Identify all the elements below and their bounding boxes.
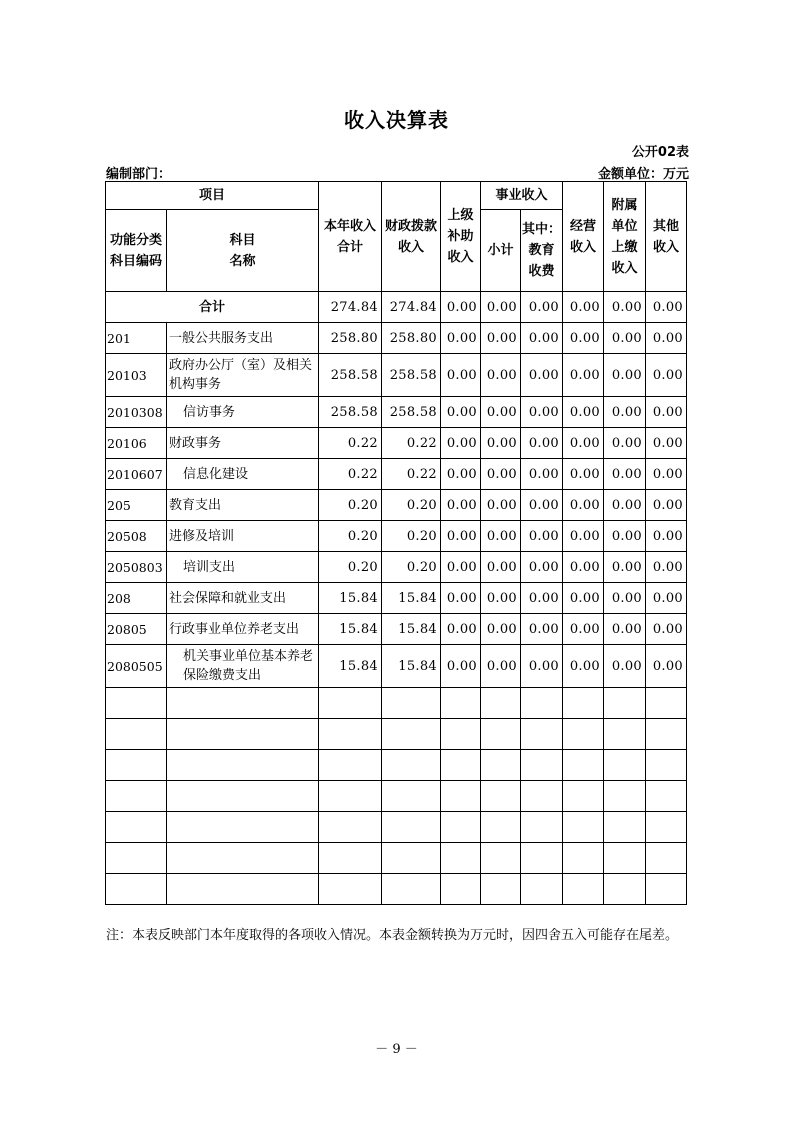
cell-value: 0.00 [521,490,563,521]
empty-cell [106,874,167,905]
cell-value: 0.00 [604,397,646,428]
table-row [106,428,687,459]
row-name: 信访事务 [167,397,319,428]
cell-value: 274.84 [319,292,382,323]
empty-cell [646,781,687,812]
header-subtotal: 小计 [481,210,521,292]
empty-cell [106,812,167,843]
empty-cell [481,688,521,719]
header-affiliate: 附属 单位 上缴 收入 [604,182,646,292]
cell-value: 0.00 [646,552,687,583]
cell-value: 0.00 [604,583,646,614]
empty-cell [382,781,441,812]
cell-value: 0.00 [563,521,604,552]
empty-cell [319,843,382,874]
cell-value: 0.00 [481,459,521,490]
cell-value: 0.00 [441,583,481,614]
empty-cell [106,719,167,750]
empty-row [106,781,687,812]
cell-value: 274.84 [382,292,441,323]
row-code: 205 [106,490,167,521]
cell-value: 0.00 [604,614,646,645]
header-fiscal: 财政拨款 收入 [382,182,441,292]
empty-cell [481,781,521,812]
empty-cell [563,874,604,905]
cell-value: 0.00 [521,292,563,323]
cell-value: 0.00 [521,583,563,614]
header-education: 其中： 教育 收费 [521,210,563,292]
empty-cell [521,719,563,750]
cell-value: 0.00 [604,490,646,521]
row-code: 20103 [106,354,167,397]
cell-value: 258.58 [319,397,382,428]
table-row [106,521,687,552]
cell-value: 0.00 [604,354,646,397]
table-row [106,459,687,490]
cell-value: 0.00 [646,292,687,323]
cell-value: 0.00 [563,323,604,354]
row-code: 2050803 [106,552,167,583]
cell-value: 0.00 [521,428,563,459]
empty-cell [167,812,319,843]
cell-value: 0.00 [604,292,646,323]
row-name: 社会保障和就业支出 [167,583,319,614]
cell-value: 0.00 [604,459,646,490]
empty-row [106,843,687,874]
cell-value: 0.22 [382,459,441,490]
empty-cell [106,843,167,874]
empty-row [106,688,687,719]
cell-value: 0.00 [563,490,604,521]
cell-value: 0.00 [481,645,521,688]
cell-value: 0.00 [481,323,521,354]
cell-value: 0.00 [441,552,481,583]
cell-value: 0.00 [441,428,481,459]
cell-value: 15.84 [382,645,441,688]
row-name: 一般公共服务支出 [167,323,319,354]
cell-value: 0.00 [604,428,646,459]
cell-value: 0.00 [481,490,521,521]
empty-cell [441,719,481,750]
header-item: 项目 [106,182,319,210]
cell-value: 15.84 [382,583,441,614]
row-name: 政府办公厅（室）及相关机构事务 [167,354,319,397]
empty-cell [521,750,563,781]
empty-cell [604,750,646,781]
table-row [106,323,687,354]
cell-value: 0.00 [521,614,563,645]
header-total: 本年收入 合计 [319,182,382,292]
empty-cell [382,719,441,750]
empty-cell [319,688,382,719]
cell-value: 0.00 [563,552,604,583]
cell-value: 0.00 [481,583,521,614]
cell-value: 0.00 [521,459,563,490]
empty-cell [604,874,646,905]
table-row [106,490,687,521]
cell-value: 0.00 [521,323,563,354]
cell-value: 0.00 [646,521,687,552]
cell-value: 0.00 [521,354,563,397]
empty-cell [481,750,521,781]
empty-cell [604,812,646,843]
empty-cell [441,750,481,781]
empty-cell [382,812,441,843]
empty-cell [319,874,382,905]
cell-value: 0.22 [319,428,382,459]
cell-value: 0.00 [441,645,481,688]
empty-cell [481,719,521,750]
cell-value: 0.00 [441,354,481,397]
empty-cell [319,719,382,750]
cell-value: 0.00 [441,521,481,552]
cell-value: 0.00 [646,397,687,428]
empty-cell [521,812,563,843]
empty-cell [481,843,521,874]
empty-cell [563,843,604,874]
empty-cell [167,688,319,719]
table-tag: 公开02表 [631,145,689,160]
empty-cell [604,719,646,750]
cell-value: 0.00 [604,552,646,583]
cell-value: 0.00 [481,428,521,459]
cell-value: 0.22 [319,459,382,490]
total-label: 合计 [106,292,319,323]
empty-cell [106,688,167,719]
cell-value: 0.22 [382,428,441,459]
cell-value: 0.00 [481,292,521,323]
empty-cell [167,781,319,812]
row-code: 2010607 [106,459,167,490]
empty-cell [646,750,687,781]
empty-cell [167,719,319,750]
cell-value: 15.84 [319,645,382,688]
cell-value: 0.00 [481,614,521,645]
row-name: 进修及培训 [167,521,319,552]
unit-label: 金额单位：万元 [597,167,689,182]
cell-value: 0.00 [646,354,687,397]
header-func-code: 功能分类 科目编码 [106,210,167,292]
row-name: 财政事务 [167,428,319,459]
cell-value: 0.00 [521,645,563,688]
table-row [106,354,687,397]
empty-cell [167,750,319,781]
income-table [105,181,687,905]
cell-value: 0.00 [646,614,687,645]
empty-cell [521,874,563,905]
cell-value: 0.00 [481,354,521,397]
empty-cell [604,688,646,719]
empty-row [106,750,687,781]
table-row [106,583,687,614]
row-name: 信息化建设 [167,459,319,490]
empty-cell [319,812,382,843]
cell-value: 15.84 [319,614,382,645]
cell-value: 0.00 [646,323,687,354]
cell-value: 0.00 [481,521,521,552]
cell-value: 0.20 [382,521,441,552]
empty-cell [563,781,604,812]
table-row [106,645,687,688]
page-title: 收入决算表 [344,108,449,132]
cell-value: 0.00 [563,354,604,397]
empty-cell [441,812,481,843]
empty-cell [481,812,521,843]
empty-cell [167,874,319,905]
empty-cell [646,688,687,719]
cell-value: 0.00 [441,459,481,490]
cell-value: 0.00 [441,397,481,428]
cell-value: 0.00 [604,521,646,552]
table-row [106,397,687,428]
cell-value: 258.80 [382,323,441,354]
cell-value: 0.00 [521,397,563,428]
page-number: － 9 － [375,1042,418,1057]
cell-value: 258.80 [319,323,382,354]
empty-cell [604,781,646,812]
cell-value: 0.00 [563,614,604,645]
empty-cell [382,843,441,874]
empty-cell [563,688,604,719]
cell-value: 0.00 [646,583,687,614]
cell-value: 0.20 [382,490,441,521]
empty-row [106,719,687,750]
empty-cell [646,812,687,843]
empty-cell [167,843,319,874]
header-business: 事业收入 [481,182,563,210]
cell-value: 258.58 [319,354,382,397]
empty-cell [604,843,646,874]
empty-cell [521,781,563,812]
cell-value: 0.00 [563,459,604,490]
row-code: 2080505 [106,645,167,688]
empty-cell [319,781,382,812]
empty-cell [382,874,441,905]
empty-cell [563,812,604,843]
header-operating: 经营 收入 [563,182,604,292]
cell-value: 0.00 [441,490,481,521]
cell-value: 0.00 [646,459,687,490]
table-row [106,552,687,583]
cell-value: 0.20 [319,521,382,552]
empty-row [106,812,687,843]
empty-cell [319,750,382,781]
table-row [106,614,687,645]
cell-value: 0.00 [563,428,604,459]
cell-value: 0.00 [604,323,646,354]
empty-cell [441,688,481,719]
row-code: 20106 [106,428,167,459]
cell-value: 0.20 [319,552,382,583]
cell-value: 0.00 [481,397,521,428]
empty-cell [106,750,167,781]
empty-cell [106,781,167,812]
cell-value: 0.00 [481,552,521,583]
row-name: 机关事业单位基本养老保险缴费支出 [167,645,319,688]
empty-cell [563,750,604,781]
empty-cell [521,843,563,874]
empty-cell [441,874,481,905]
cell-value: 0.00 [563,397,604,428]
row-name: 行政事业单位养老支出 [167,614,319,645]
row-name: 培训支出 [167,552,319,583]
cell-value: 258.58 [382,397,441,428]
cell-value: 0.00 [563,583,604,614]
cell-value: 0.20 [319,490,382,521]
row-code: 20805 [106,614,167,645]
empty-cell [646,874,687,905]
table-note: 注：本表反映部门本年度取得的各项收入情况。本表金额转换为万元时，因四舍五入可能存在尾差。 [106,928,679,943]
row-code: 20508 [106,521,167,552]
cell-value: 0.00 [646,428,687,459]
header-subject-name: 科目 名称 [167,210,319,292]
empty-cell [481,874,521,905]
cell-value: 0.00 [441,292,481,323]
row-code: 208 [106,583,167,614]
empty-cell [646,843,687,874]
cell-value: 0.00 [441,614,481,645]
row-name: 教育支出 [167,490,319,521]
cell-value: 0.00 [521,552,563,583]
department-label: 编制部门： [106,167,172,182]
cell-value: 258.58 [382,354,441,397]
empty-cell [382,688,441,719]
cell-value: 0.00 [441,323,481,354]
table-row-total [106,292,687,323]
empty-cell [382,750,441,781]
empty-cell [441,781,481,812]
cell-value: 0.00 [563,292,604,323]
cell-value: 0.20 [382,552,441,583]
row-code: 201 [106,323,167,354]
empty-cell [521,688,563,719]
header-superior: 上级 补助 收入 [441,182,481,292]
cell-value: 15.84 [319,583,382,614]
empty-cell [646,719,687,750]
cell-value: 0.00 [646,490,687,521]
row-code: 2010308 [106,397,167,428]
empty-cell [563,719,604,750]
cell-value: 0.00 [521,521,563,552]
header-other: 其他 收入 [646,182,687,292]
cell-value: 15.84 [382,614,441,645]
empty-row [106,874,687,905]
cell-value: 0.00 [563,645,604,688]
empty-cell [441,843,481,874]
cell-value: 0.00 [646,645,687,688]
cell-value: 0.00 [604,645,646,688]
